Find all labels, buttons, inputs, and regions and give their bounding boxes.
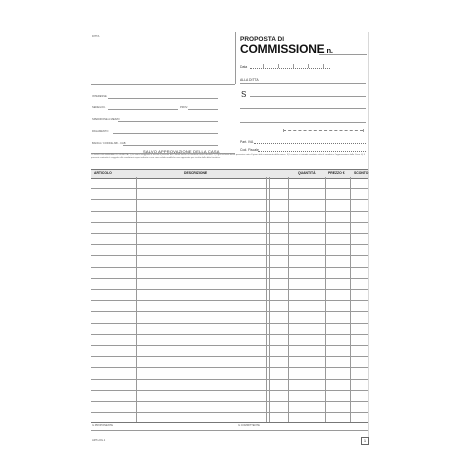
commission-form-sheet (88, 32, 369, 444)
table-row[interactable] (91, 199, 368, 200)
table-row[interactable] (91, 334, 368, 335)
field-label-banca: BANCA / CODICE ABI - CAB (92, 142, 126, 145)
date-tick (323, 64, 324, 68)
to-company-line (240, 83, 366, 84)
salvo-approvazione: SALVO APPROVAZIONE DELLA CASA (143, 149, 220, 154)
table-row[interactable] (91, 289, 368, 290)
field-line-interesse[interactable] (108, 98, 218, 99)
form-number-line (319, 54, 367, 55)
field-line-prov[interactable] (188, 109, 218, 110)
field-label-sede: SEDE/LOC. (92, 106, 106, 109)
col-sconto: SCONTO (354, 171, 369, 175)
table-row[interactable] (91, 300, 368, 301)
table-row[interactable] (91, 412, 368, 413)
signature-line (91, 430, 368, 431)
table-row[interactable] (91, 367, 368, 368)
footer-code: ART.LOG.1 (92, 439, 106, 442)
table-bottom-line (91, 422, 368, 423)
piva-bracket-right (363, 129, 364, 132)
page-number: 1 (361, 437, 369, 445)
table-header (91, 169, 368, 179)
col-quantita: QUANTITÀ (298, 171, 316, 175)
col-articolo: ARTICOLO (94, 171, 112, 175)
col-prezzo: PREZZO € (328, 171, 345, 175)
general-conditions: CONDIZIONI GENERALI DI VENDITA: 1) Le merci viaggiano a rischio e pericolo del Cliente anche se vendute franco destino. 2) Ogni reclamo dovrà pervenire entro 8 giorni dal ricevimento della merce. 3) La merce si intende venduta salvo il venduto e l'approvazione della Casa. 4) Il presente contratto è soggetto alle condizioni sopra indicate e non sono valide modifiche non approvate per iscritto dalla ditta fornitrice. (91, 154, 365, 159)
table-row[interactable] (91, 267, 368, 268)
date-tick (308, 64, 309, 68)
col-descrizione: DESCRIZIONE (184, 171, 208, 175)
piva-bracket-left (283, 129, 284, 132)
field-label-prov: PROV. (180, 106, 188, 109)
recipient-line-3[interactable] (240, 122, 366, 123)
field-line-spedizione[interactable] (118, 121, 218, 122)
field-label-interesse: INTERESSE (92, 95, 107, 98)
table-row[interactable] (91, 278, 368, 279)
table-row[interactable] (91, 255, 368, 256)
header-bottom-line (91, 84, 235, 85)
table-row[interactable] (91, 379, 368, 380)
date-label: Data (240, 65, 248, 69)
table-row[interactable] (91, 323, 368, 324)
recipient-line-2[interactable] (240, 108, 366, 109)
table-row[interactable] (91, 188, 368, 189)
header-divider (235, 32, 236, 84)
table-row[interactable] (91, 390, 368, 391)
table-row[interactable] (91, 233, 368, 234)
recipient-mark: S (241, 90, 247, 99)
table-row[interactable] (91, 211, 368, 212)
date-tick (278, 64, 279, 68)
table-row[interactable] (91, 345, 368, 346)
cf-field[interactable] (258, 151, 366, 152)
date-tick (293, 64, 294, 68)
field-line-banca[interactable] (123, 145, 218, 146)
field-label-pagamento: PAGAMENTO (92, 130, 109, 133)
to-company-label: ALLA DITTA (240, 78, 259, 82)
field-line-pagamento[interactable] (113, 133, 218, 134)
form-title-text: COMMISSIONE (240, 42, 325, 56)
form-title-small: PROPOSTA DI (240, 36, 285, 43)
piva-field[interactable] (254, 143, 366, 144)
piva-bracket (283, 130, 363, 131)
ditta-label: DITTA (92, 35, 100, 38)
footer-committente: IL COMMITTENTE (238, 424, 260, 427)
table-row[interactable] (91, 401, 368, 402)
table-row[interactable] (91, 244, 368, 245)
field-label-spedizione: SPEDIZIONE A MEZZO (92, 118, 120, 121)
cf-label: Cod. Fiscale (240, 148, 259, 152)
table-row[interactable] (91, 311, 368, 312)
date-field[interactable] (250, 68, 330, 69)
form-number-label: n. (326, 46, 333, 55)
date-tick (263, 64, 264, 68)
piva-label: Part. IVA (240, 140, 254, 144)
table-row[interactable] (91, 356, 368, 357)
table-row[interactable] (91, 222, 368, 223)
footer-proponente: IL PROPONENTE (92, 424, 113, 427)
recipient-line-1[interactable] (250, 96, 366, 97)
field-line-sede[interactable] (108, 109, 178, 110)
